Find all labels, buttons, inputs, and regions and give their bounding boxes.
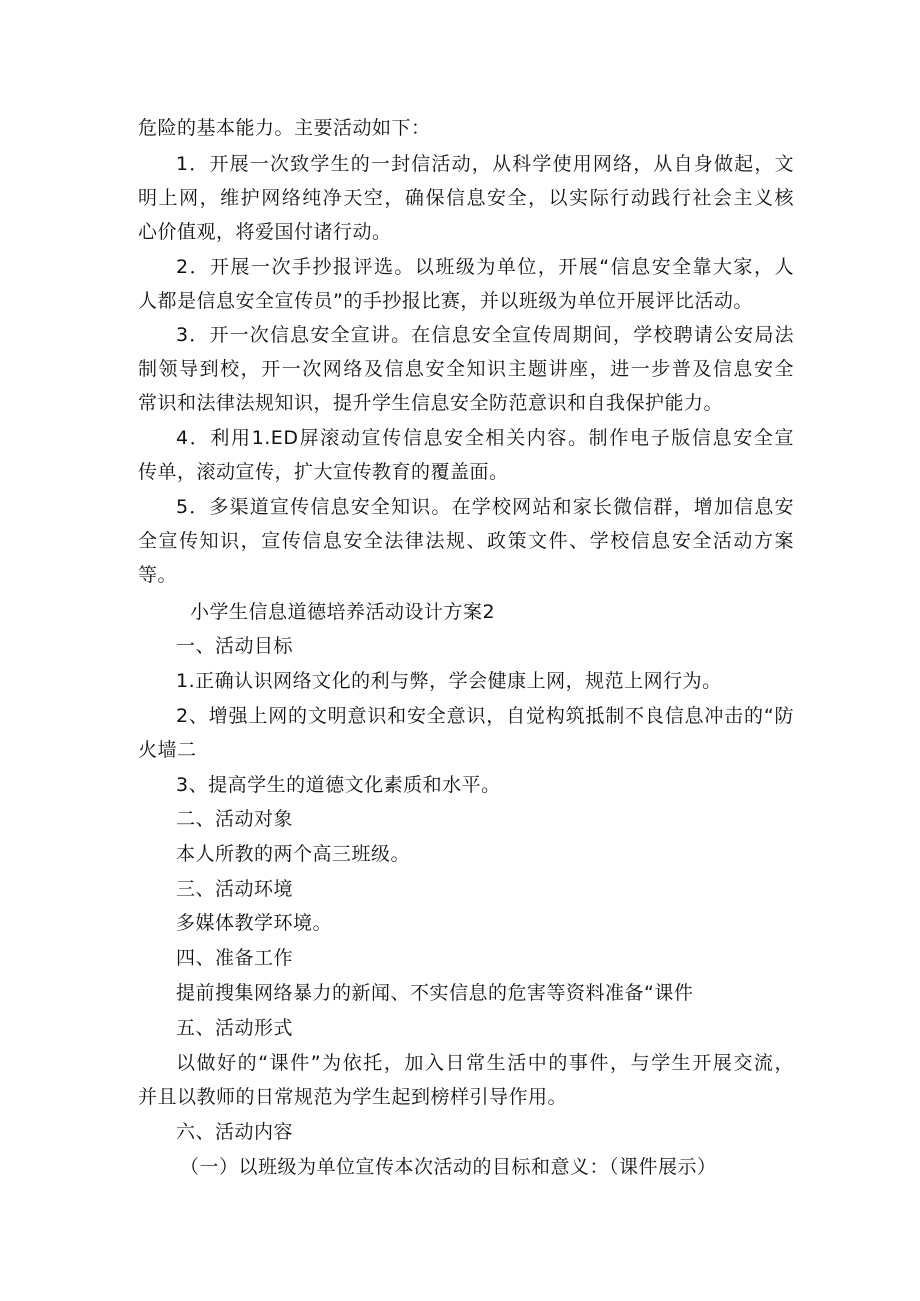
subheading: （一）以班级为单位宣传本次活动的目标和意义：（课件展示） [180, 1156, 717, 1178]
heading-audience: 二、活动对象 [176, 808, 294, 830]
paragraph-line: 提前搜集网络暴力的新闻、不实信息的危害等资料准备“课件 [176, 982, 694, 1004]
heading-objectives: 一、活动目标 [176, 635, 294, 657]
paragraph-line: 并且以教师的日常规范为学生起到榜样引导作用。 [138, 1086, 568, 1108]
objective-item: 3、提高学生的道德文化素质和水平。 [176, 774, 501, 796]
list-item-1-line: 1．开展一次致学生的一封信活动，从科学使用网络，从自身做起，文 [176, 153, 794, 175]
objective-item: 2、增强上网的文明意识和安全意识，自觉构筑抵制不良信息冲击的“防 [176, 705, 794, 727]
list-item-5-line: 等。 [138, 564, 178, 586]
heading-preparation: 四、准备工作 [176, 947, 294, 969]
objective-item: 1.正确认识网络文化的利与弊，学会健康上网，规范上网行为。 [176, 670, 722, 692]
list-item-1-line: 心价值观，将爱国付诸行动。 [138, 221, 392, 243]
list-item-3-line: 制领导到校，开一次网络及信息安全知识主题讲座，进一步普及信息安全 [138, 358, 794, 380]
list-item-2-line: 人都是信息安全宣传员”的手抄报比赛，并以班级为单位开展评比活动。 [138, 290, 753, 312]
paragraph-line: 以做好的“课件”为依托，加入日常生活中的事件，与学生开展交流， [176, 1052, 794, 1074]
list-item-5-line: 5．多渠道宣传信息安全知识。在学校网站和家长微信群，增加信息安 [176, 496, 794, 518]
objective-item: 火墙二 [138, 739, 197, 761]
paragraph-line: 危险的基本能力。主要活动如下： [138, 117, 431, 139]
list-item-4-line: 传单，滚动宣传，扩大宣传教育的覆盖面。 [138, 461, 509, 483]
list-item-3-line: 常识和法律法规知识，提升学生信息安全防范意识和自我保护能力。 [138, 392, 724, 414]
list-item-3-line: 3．开一次信息安全宣讲。在信息安全宣传周期间，学校聘请公安局法 [176, 324, 794, 346]
section-title: 小学生信息道德培养活动设计方案2 [190, 601, 496, 623]
list-item-1-line: 明上网，维护网络纯净天空，确保信息安全，以实际行动践行社会主义核 [138, 187, 794, 209]
heading-environment: 三、活动环境 [176, 878, 294, 900]
list-item-4-line: 4．利用1.ED屏滚动宣传信息安全相关内容。制作电子版信息安全宣 [176, 427, 794, 449]
list-item-2-line: 2．开展一次手抄报评选。以班级为单位，开展“信息安全靠大家，人 [176, 256, 794, 278]
paragraph-line: 本人所教的两个高三班级。 [176, 843, 411, 865]
paragraph-line: 多媒体教学环境。 [176, 912, 333, 934]
heading-content: 六、活动内容 [176, 1121, 294, 1143]
list-item-5-line: 全宣传知识，宣传信息安全法律法规、政策文件、学校信息安全活动方案 [138, 530, 794, 552]
heading-format: 五、活动形式 [176, 1017, 294, 1039]
